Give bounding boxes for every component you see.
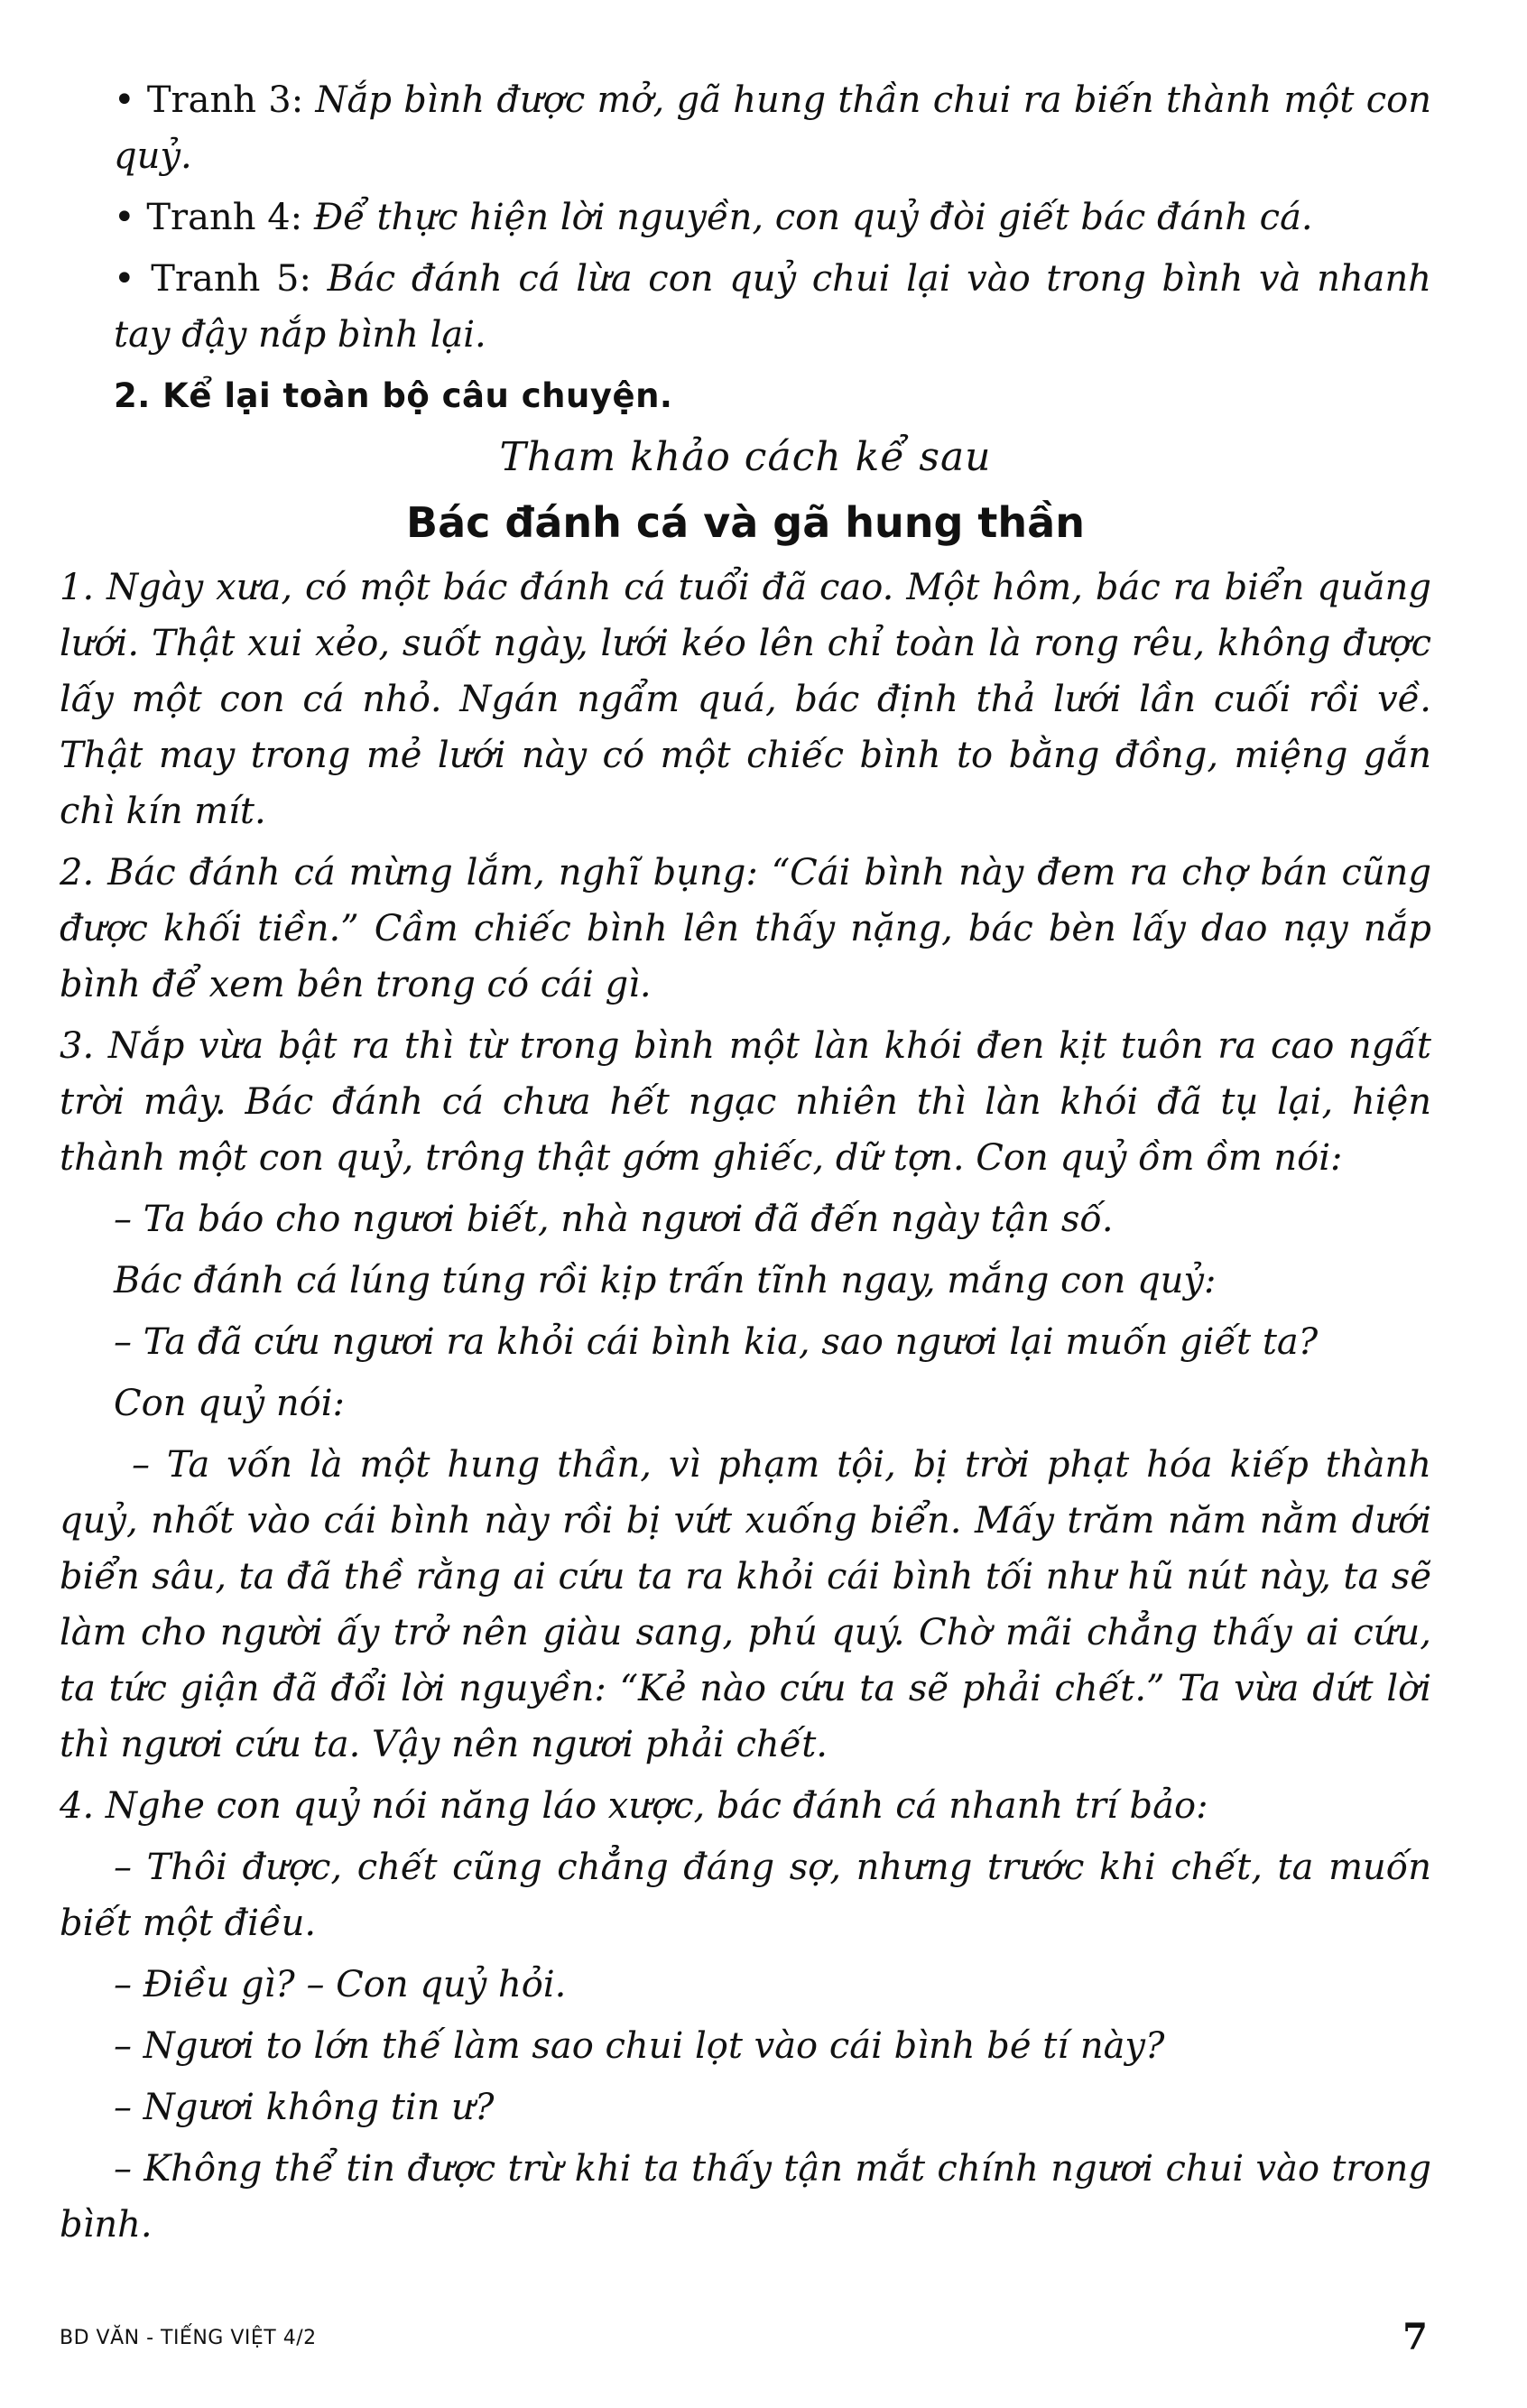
bullet-item [60,251,1431,363]
narration-line: Con quỷ nói: [114,1383,345,1424]
story-paragraph-1: 1. Ngày xưa, có một bác đánh cá tuổi đã cao. Một hôm, bác ra biển quăng lưới. Thật xui xẻo, suốt ngày, lưới kéo lên chỉ toàn là rong rêu, không được lấy một con cá nhỏ. Ngán ngẩm quá, bác định thả lưới lần cuối rồi về. Thật may trong mẻ lưới này có một chiếc bình to bằng đồng, miệng gắn chì kín mít. [60,567,1431,832]
footer-book-title: BD VĂN - TIẾNG VIỆT 4/2 [60,2327,317,2349]
dialogue-line: – Điều gì? – Con quỷ hỏi. [114,1964,567,2005]
bullet-text: Nắp bình được mở, gã hung thần chui ra biến thành một con quỷ. [114,79,1432,177]
dialogue-paragraph: – Không thể tin được trừ khi ta thấy tận mắt chính ngươi chui vào trong bình. [60,2148,1431,2246]
bullet-text: Bác đánh cá lừa con quỷ chui lại vào trong bình và nhanh tay đậy nắp bình lại. [114,258,1432,356]
dialogue-paragraph: – Thôi được, chết cũng chẳng đáng sợ, nhưng trước khi chết, ta muốn biết một điều. [60,1847,1431,1944]
page-content [60,72,1431,2258]
section-heading: 2. Kể lại toàn bộ câu chuyện. [114,376,673,415]
story-paragraph-4: 4. Nghe con quỷ nói năng láo xược, bác đánh cá nhanh trí bảo: [60,1785,1208,1827]
bullet-dot: • [114,197,135,238]
story-paragraph-3: 3. Nắp vừa bật ra thì từ trong bình một làn khói đen kịt tuôn ra cao ngất trời mây. Bác đánh cá chưa hết ngạc nhiên thì làn khói đã tụ lại, hiện thành một con quỷ, trông thật gớm ghiếc, dữ tợn. Con quỷ ồm ồm nói: [60,1025,1431,1179]
page-number: 7 [1402,2316,1428,2358]
dialogue-line: – Ta báo cho ngươi biết, nhà ngươi đã đến ngày tận số. [114,1199,1114,1240]
bullet-dot: • [114,258,135,300]
bullet-text: Để thực hiện lời nguyền, con quỷ đòi giết bác đánh cá. [313,197,1313,238]
bullet-label: Tranh 4: [146,197,303,238]
story-title: Bác đánh cá và gã hung thần [406,498,1085,547]
story-paragraph-2: 2. Bác đánh cá mừng lắm, nghĩ bụng: “Cái bình này đem ra chợ bán cũng được khối tiền.” Cầm chiếc bình lên thấy nặng, bác bèn lấy dao nạy nắp bình để xem bên trong có cái gì. [60,852,1431,1005]
bullet-item [60,190,1431,245]
dialogue-line: – Ta đã cứu ngươi ra khỏi cái bình kia, sao ngươi lại muốn giết ta? [114,1321,1319,1363]
dialogue-line: – Ngươi to lớn thế làm sao chui lọt vào cái bình bé tí này? [114,2025,1165,2067]
narration-line: Bác đánh cá lúng túng rồi kịp trấn tĩnh ngay, mắng con quỷ: [114,1260,1217,1301]
dialogue-line: – Ngươi không tin ư? [114,2087,495,2128]
reference-note: Tham khảo cách kể sau [499,434,992,480]
dialogue-paragraph: – Ta vốn là một hung thần, vì phạm tội, bị trời phạt hóa kiếp thành quỷ, nhốt vào cái bình này rồi bị vứt xuống biển. Mấy trăm năm nằm dưới biển sâu, ta đã thề rằng ai cứu ta ra khỏi cái bình tối như hũ nút này, ta sẽ làm cho người ấy trở nên giàu sang, phú quý. Chờ mãi chẳng thấy ai cứu, ta tức giận đã đổi lời nguyền: “Kẻ nào cứu ta sẽ phải chết.” Ta vừa dứt lời thì ngươi cứu ta. Vậy nên ngươi phải chết. [60,1444,1431,1765]
bullet-dot: • [114,79,135,121]
bullet-label: Tranh 3: [146,79,304,121]
bullet-item [60,72,1431,184]
bullet-label: Tranh 5: [151,258,311,300]
